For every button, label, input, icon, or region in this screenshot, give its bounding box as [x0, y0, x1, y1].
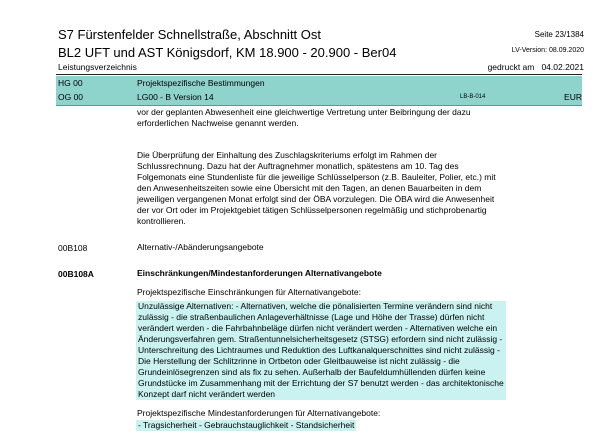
band-og-title: LG00 - B Version 14 [137, 92, 214, 102]
group-header-band [56, 76, 582, 105]
highlight-line: - Tragsicherheit - Gebrauchstauglichkeit - Standsicherheit [138, 420, 355, 430]
text-line: vor der geplanten Abwesenheit eine gleichwertige Vertretung unter Beibringung der dazu [137, 107, 471, 117]
item-code: 00B108A [58, 269, 94, 279]
highlight-line: Konzept darf nicht verändert werden [138, 389, 276, 399]
text-line: erforderlichen Nachweise genannt werden. [137, 118, 299, 128]
paragraph-verification [137, 150, 496, 227]
text-line: Die Überprüfung der Einhaltung des Zuschlagskriteriums erfolgt im Rahmen der [137, 150, 438, 160]
highlight-line: Unterschreitung des Lichtraumes und Reduktion des Luftkanalquerschnittes sind nicht zulässig - [138, 345, 500, 355]
highlight-line: Grundstücke im Zusammenhang mit der Errichtung der S7 benutzt werden - das architektonische [138, 378, 504, 388]
print-date [488, 62, 584, 72]
band-divider [56, 105, 582, 106]
highlight-line: verändert werden - die Fahrbahnbeläge dürfen nicht verändert werden - Alternativen welche ein [138, 323, 498, 333]
lv-version: LV-Version: 08.09.2020 [511, 47, 584, 54]
highlighted-restrictions [136, 301, 506, 400]
band-reference: LB-B-014 [460, 94, 486, 100]
item-title: Einschränkungen/Mindestanforderungen Alternativangebote [137, 268, 382, 278]
item-title: Alternativ-/Abänderungsangebote [137, 242, 264, 252]
item-code: 00B108 [58, 243, 88, 253]
header-divider [56, 74, 582, 75]
paragraph-absence [137, 107, 471, 129]
highlight-line: Die Herstellung der Schlitzrinne in Ortbeton oder Gleitbauweise ist nicht zulässig - die [138, 356, 460, 366]
print-date-label: gedruckt am [487, 62, 535, 72]
text-line: jeweiligen vergangenen Monat erfolgt sind der ÖBA vorzulegen. Die ÖBA wird die Anwesenheit [137, 194, 495, 204]
highlight-line: Änderungsverfahren gem. Straßentunnelsicherheitsgesetz (STSG) erfordern sind nicht zulässig - [138, 334, 503, 344]
document-title: S7 Fürstenfelder Schnellstraße, Abschnitt Ost [58, 27, 322, 42]
section-label: Leistungsverzeichnis [58, 62, 137, 72]
minimum-requirements-label: Projektspezifische Mindestanforderungen für Alternativangebote: [137, 408, 381, 418]
band-hg-title: Projektspezifische Bestimmungen [137, 78, 265, 88]
band-currency: EUR [564, 92, 582, 102]
print-date-value: 04.02.2021 [541, 62, 584, 72]
restrictions-label: Projektspezifische Einschränkungen für Alternativangebote: [137, 287, 361, 297]
text-line: kontrollieren. [137, 216, 186, 226]
highlight-line: zulässig - die straßenbaulichen Anlageverhältnisse (Lage und Höhe der Trasse) dürfen nicht [138, 312, 485, 322]
band-og-code: OG 00 [58, 92, 84, 102]
highlight-line: Grundeinlösegrenzen sind als fix zu sehen. Außerhalb der Baufeldumhüllenden dürfen keine [138, 367, 486, 377]
highlight-line: Unzulässige Alternativen: - Alternativen, welche die pönalisierten Termine verändern sind nicht [138, 301, 493, 311]
document-subtitle: BL2 UFT und AST Königsdorf, KM 18.900 - 20.900 - Ber04 [58, 45, 397, 60]
text-line: Schlussrechnung. Dazu hat der Auftragnehmer monatlich, spätestens am 10. Tag des [137, 161, 459, 171]
highlighted-requirements [136, 420, 356, 431]
text-line: Folgemonats eine Stundenliste für die jeweilige Schlüsselperson (z.B. Bauleiter, Polier, etc.) mit [137, 172, 496, 182]
text-line: der vor Ort oder im Projektgebiet tätigen Schlüsselpersonen regelmäßig und stichprobenartig [137, 205, 487, 215]
text-line: den Anwesenheitszeiten sowie eine Übersicht mit den Tagen, an denen Bauarbeiten in dem [137, 183, 482, 193]
band-hg-code: HG 00 [58, 78, 83, 88]
page-number: Seite 23/1384 [534, 30, 584, 39]
